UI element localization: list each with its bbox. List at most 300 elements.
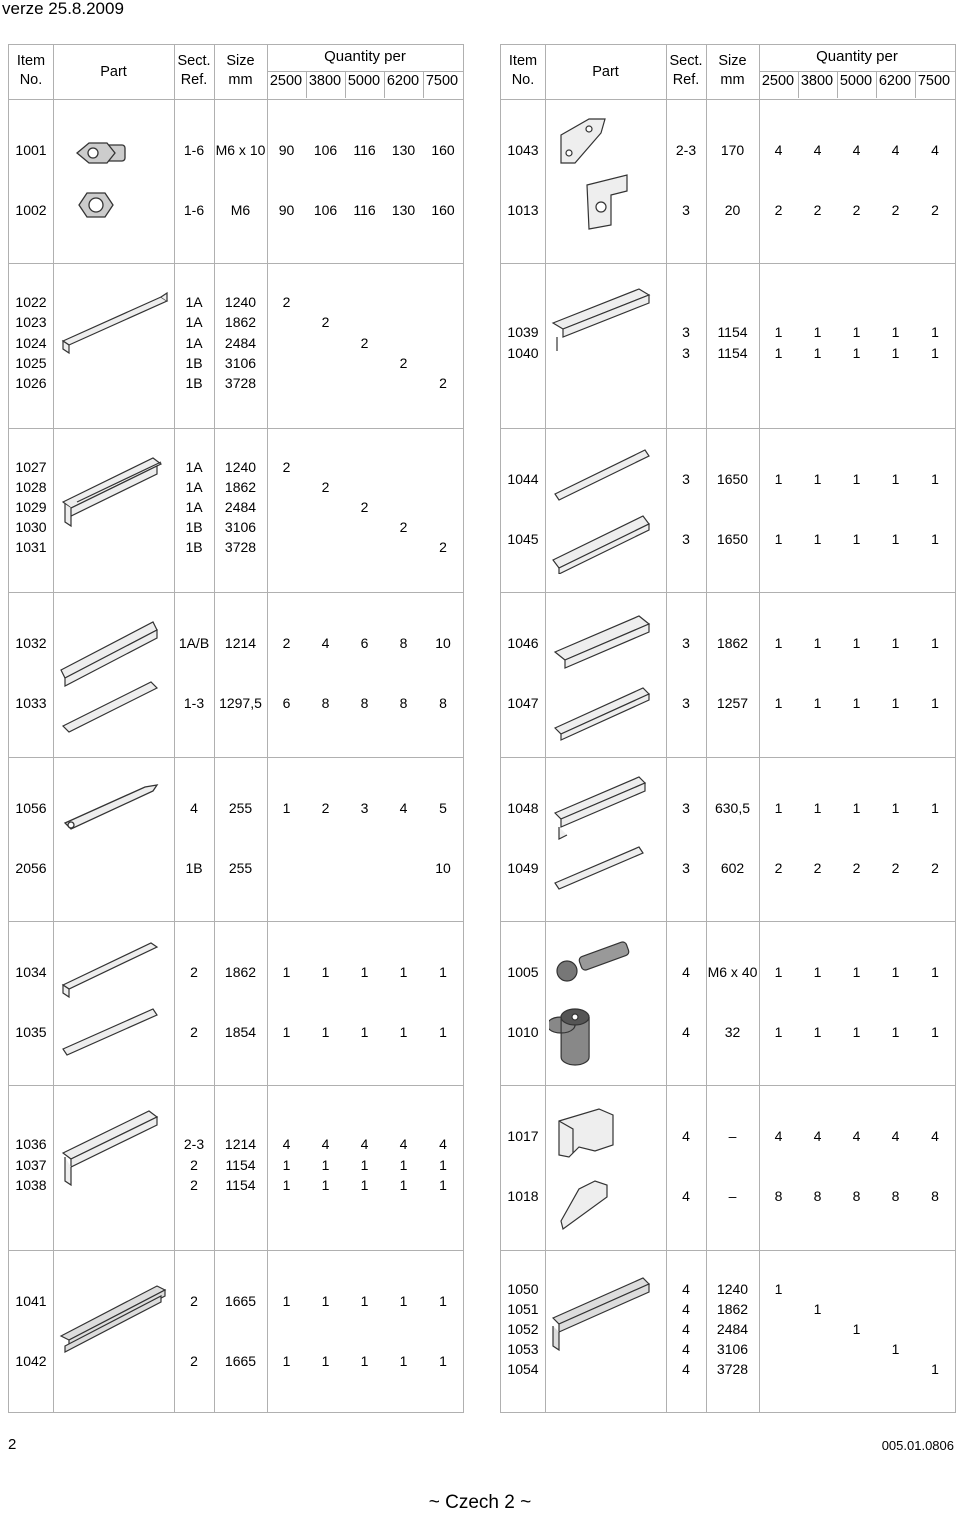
page-number: 2 — [8, 1436, 17, 1453]
header-sect-ref: Sect. Ref. — [177, 53, 211, 88]
sect-ref: 1A/B — [178, 635, 210, 652]
quantity-cell: 3 — [360, 799, 369, 816]
quantity-cell: 1 — [282, 1156, 291, 1173]
size-mm: 3106 — [716, 1341, 749, 1358]
part-illustration — [57, 1101, 167, 1206]
sect-ref: 4 — [682, 1280, 690, 1297]
item-number: 1030 — [15, 519, 47, 536]
size-mm: – — [728, 1128, 737, 1145]
quantity-cell: 6 — [282, 695, 291, 712]
size-mm: 20 — [724, 202, 741, 218]
header-divider — [759, 71, 955, 72]
part-illustration — [549, 444, 659, 579]
sect-ref: 2 — [190, 1176, 198, 1193]
sect-ref: 1A — [185, 458, 203, 475]
item-number: 1032 — [15, 635, 47, 652]
size-mm: 1154 — [717, 344, 748, 361]
part-illustration — [57, 444, 177, 539]
quantity-cell: 1 — [321, 964, 330, 980]
group-separator — [501, 592, 955, 593]
size-mm: 1154 — [225, 1156, 256, 1173]
size-mm: 1257 — [716, 695, 749, 712]
size-mm: 630,5 — [714, 799, 751, 816]
item-number: 1023 — [15, 314, 47, 331]
header-part: Part — [100, 64, 127, 80]
quantity-cell: 2 — [399, 519, 408, 536]
quantity-cell: 2 — [852, 859, 861, 876]
size-mm: 1665 — [224, 1352, 257, 1369]
item-number: 1013 — [507, 202, 539, 218]
sect-ref: 2 — [190, 1024, 198, 1040]
size-mm: 1862 — [716, 635, 749, 652]
header-qty-col: 5000 — [347, 73, 381, 89]
part-illustration — [549, 1101, 649, 1246]
quantity-cell: 1 — [321, 1156, 330, 1173]
quantity-cell: 8 — [399, 695, 408, 712]
group-separator — [9, 1250, 463, 1251]
quantity-cell: 1 — [852, 344, 861, 361]
quantity-cell: 1 — [399, 1176, 408, 1193]
quantity-cell: 1 — [774, 635, 783, 652]
header-sect-ref: Sect. Ref. — [669, 53, 703, 88]
group-separator — [9, 757, 463, 758]
item-number: 1029 — [15, 498, 47, 515]
quantity-cell: 1 — [931, 1361, 939, 1378]
sect-ref: 4 — [682, 1300, 690, 1317]
group-separator — [9, 1085, 463, 1086]
item-number: 1025 — [15, 354, 47, 371]
group-separator — [501, 1250, 955, 1251]
size-mm: – — [728, 1188, 737, 1205]
quantity-cell: 4 — [852, 142, 861, 158]
document-code: 005.01.0806 — [881, 1438, 954, 1453]
item-number: 1051 — [507, 1300, 539, 1317]
sect-ref: 2 — [190, 964, 198, 980]
quantity-cell: 1 — [399, 964, 408, 980]
quantity-cell: 1 — [931, 324, 939, 341]
quantity-cell: 1 — [282, 799, 291, 816]
size-mm: 1665 — [224, 1292, 257, 1309]
quantity-cell: 2 — [399, 354, 408, 371]
item-number: 1043 — [507, 142, 539, 158]
size-mm: 1862 — [716, 1300, 749, 1317]
header-item-no: Item No. — [508, 53, 538, 88]
quantity-cell: 1 — [399, 1292, 408, 1309]
quantity-cell: 1 — [360, 1176, 369, 1193]
sect-ref: 4 — [682, 1341, 690, 1358]
item-number: 1044 — [507, 470, 539, 487]
size-mm: 1240 — [716, 1280, 749, 1297]
size-mm: 2484 — [716, 1320, 749, 1337]
size-mm: 1297,5 — [219, 695, 262, 712]
part-illustration — [57, 115, 167, 240]
sect-ref: 4 — [682, 964, 690, 980]
table-header — [9, 45, 463, 100]
quantity-cell: 1 — [774, 695, 783, 712]
part-illustration — [549, 279, 659, 364]
sect-ref: 3 — [682, 324, 690, 341]
quantity-cell: 4 — [360, 1136, 369, 1153]
size-mm: M6 x 40 — [707, 964, 758, 980]
item-number: 1046 — [507, 635, 539, 652]
quantity-cell: 2 — [282, 294, 291, 311]
quantity-cell: 1 — [852, 1024, 861, 1040]
quantity-cell: 2 — [360, 334, 369, 351]
column-divider — [666, 99, 667, 1412]
item-number: 1031 — [15, 539, 47, 556]
quantity-cell: 4 — [813, 142, 822, 158]
quantity-cell: 4 — [321, 1136, 330, 1153]
size-mm: 1154 — [717, 324, 748, 341]
quantity-cell: 1 — [774, 530, 783, 547]
quantity-cell: 4 — [891, 142, 900, 158]
quantity-cell: 1 — [891, 964, 900, 980]
quantity-cell: 1 — [439, 1352, 447, 1369]
sect-ref: 4 — [682, 1024, 690, 1040]
size-mm: 3728 — [224, 539, 257, 556]
language-page-label: ~ Czech 2 ~ — [428, 1492, 532, 1513]
sect-ref: 2 — [190, 1292, 198, 1309]
part-illustration — [549, 937, 639, 1072]
quantity-cell: 1 — [813, 635, 822, 652]
quantity-cell: 160 — [431, 142, 455, 158]
column-divider — [706, 99, 707, 1412]
item-number: 1001 — [15, 142, 47, 158]
quantity-cell: 10 — [435, 859, 451, 876]
quantity-cell: 1 — [321, 1176, 330, 1193]
group-separator — [501, 757, 955, 758]
quantity-cell: 4 — [774, 1128, 783, 1145]
quantity-cell: 106 — [313, 142, 338, 158]
sect-ref: 4 — [682, 1320, 690, 1337]
item-number: 1052 — [507, 1320, 539, 1337]
quantity-cell: 2 — [321, 478, 330, 495]
sect-ref: 1A — [185, 294, 203, 311]
quantity-cell: 1 — [774, 1024, 783, 1040]
item-number: 1038 — [15, 1176, 47, 1193]
quantity-cell: 2 — [282, 635, 291, 652]
item-number: 1048 — [507, 799, 539, 816]
sect-ref: 1A — [185, 498, 203, 515]
size-mm: 1650 — [716, 530, 749, 547]
quantity-cell: 1 — [282, 964, 291, 980]
size-mm: 32 — [724, 1024, 741, 1040]
quantity-cell: 4 — [399, 799, 408, 816]
item-number: 1045 — [507, 530, 539, 547]
quantity-cell: 4 — [813, 1128, 822, 1145]
quantity-cell: 2 — [931, 202, 939, 218]
quantity-cell: 1 — [852, 530, 861, 547]
size-mm: 1854 — [224, 1024, 257, 1040]
quantity-cell: 1 — [360, 964, 369, 980]
quantity-cell: 2 — [439, 539, 447, 556]
size-mm: 3728 — [224, 374, 257, 391]
item-number: 1042 — [15, 1352, 47, 1369]
part-illustration — [549, 773, 659, 898]
header-qty-col: 6200 — [878, 73, 912, 89]
quantity-cell: 1 — [774, 324, 783, 341]
size-mm: 1214 — [224, 635, 257, 652]
sect-ref: 1A — [185, 314, 203, 331]
header-size: Size mm — [226, 53, 255, 88]
quantity-cell: 5 — [439, 799, 447, 816]
sect-ref: 3 — [682, 859, 690, 876]
header-qty-col: 5000 — [839, 73, 873, 89]
sect-ref: 3 — [682, 530, 690, 547]
sect-ref: 1-6 — [183, 202, 205, 218]
quantity-cell: 4 — [282, 1136, 291, 1153]
header-qty-col: 6200 — [386, 73, 420, 89]
quantity-cell: 90 — [278, 202, 295, 218]
quantity-cell: 90 — [278, 142, 295, 158]
quantity-cell: 1 — [931, 344, 939, 361]
quantity-cell: 1 — [399, 1352, 408, 1369]
quantity-cell: 1 — [774, 799, 783, 816]
quantity-cell: 1 — [282, 1352, 291, 1369]
quantity-cell: 4 — [399, 1136, 408, 1153]
size-mm: 1214 — [224, 1136, 257, 1153]
quantity-cell: 4 — [931, 142, 939, 158]
quantity-cell: 130 — [391, 142, 416, 158]
sect-ref: 4 — [682, 1188, 690, 1205]
quantity-cell: 2 — [891, 202, 900, 218]
sect-ref: 2-3 — [183, 1136, 205, 1153]
quantity-cell: 1 — [360, 1352, 369, 1369]
quantity-cell: 1 — [439, 1024, 447, 1040]
quantity-cell: 1 — [282, 1024, 291, 1040]
quantity-cell: 1 — [321, 1352, 330, 1369]
quantity-cell: 1 — [774, 344, 783, 361]
quantity-cell: 2 — [439, 374, 447, 391]
table-header — [501, 45, 955, 100]
sect-ref: 1A — [185, 334, 203, 351]
quantity-cell: 8 — [360, 695, 369, 712]
size-mm: 1240 — [224, 458, 257, 475]
quantity-cell: 1 — [852, 799, 861, 816]
size-mm: M6 — [230, 202, 251, 218]
sect-ref: 1B — [185, 859, 203, 876]
column-divider — [759, 99, 760, 1412]
quantity-cell: 1 — [774, 1280, 783, 1297]
size-mm: 1154 — [225, 1176, 256, 1193]
quantity-cell: 1 — [321, 1292, 330, 1309]
quantity-cell: 1 — [852, 1320, 861, 1337]
header-qty-col: 2500 — [269, 73, 303, 89]
quantity-cell: 4 — [891, 1128, 900, 1145]
header-qty-col: 3800 — [800, 73, 834, 89]
item-number: 1010 — [507, 1024, 539, 1040]
header-quantity-per: Quantity per — [816, 48, 898, 65]
sect-ref: 1-3 — [183, 695, 205, 712]
item-number: 1054 — [507, 1361, 539, 1378]
item-number: 1024 — [15, 334, 47, 351]
item-number: 1002 — [15, 202, 47, 218]
item-number: 1041 — [15, 1292, 47, 1309]
header-item-no: Item No. — [16, 53, 46, 88]
item-number: 1028 — [15, 478, 47, 495]
quantity-cell: 1 — [321, 1024, 330, 1040]
quantity-cell: 1 — [891, 470, 900, 487]
item-number: 1049 — [507, 859, 539, 876]
column-divider — [545, 99, 546, 1412]
header-qty-col: 2500 — [761, 73, 795, 89]
quantity-cell: 1 — [360, 1024, 369, 1040]
quantity-cell: 4 — [439, 1136, 447, 1153]
sect-ref: 2-3 — [675, 142, 697, 158]
group-separator — [501, 263, 955, 264]
quantity-cell: 1 — [931, 470, 939, 487]
quantity-cell: 1 — [852, 324, 861, 341]
quantity-cell: 2 — [813, 859, 822, 876]
quantity-cell: 4 — [321, 635, 330, 652]
quantity-cell: 1 — [891, 635, 900, 652]
group-separator — [501, 1085, 955, 1086]
sect-ref: 3 — [682, 799, 690, 816]
quantity-cell: 4 — [931, 1128, 939, 1145]
quantity-cell: 10 — [435, 635, 451, 652]
item-number: 1039 — [507, 324, 539, 341]
quantity-cell: 2 — [360, 498, 369, 515]
quantity-cell: 1 — [891, 530, 900, 547]
sect-ref: 2 — [190, 1352, 198, 1369]
part-illustration — [549, 1266, 659, 1381]
quantity-cell: 1 — [399, 1156, 408, 1173]
size-mm: 3728 — [716, 1361, 749, 1378]
header-qty-col: 7500 — [917, 73, 951, 89]
quantity-cell: 1 — [813, 470, 822, 487]
quantity-cell: 2 — [774, 202, 783, 218]
group-separator — [9, 263, 463, 264]
part-illustration — [57, 279, 177, 364]
header-size: Size mm — [718, 53, 747, 88]
part-illustration — [549, 608, 659, 753]
quantity-cell: 2 — [282, 458, 291, 475]
quantity-cell: 8 — [931, 1188, 939, 1205]
size-mm: 255 — [228, 859, 253, 876]
group-separator — [9, 921, 463, 922]
quantity-cell: 8 — [321, 695, 330, 712]
item-number: 1026 — [15, 374, 47, 391]
quantity-cell: 6 — [360, 635, 369, 652]
sect-ref: 4 — [682, 1128, 690, 1145]
group-separator — [501, 921, 955, 922]
quantity-cell: 1 — [439, 1176, 447, 1193]
quantity-cell: 1 — [813, 1024, 822, 1040]
size-mm: 2484 — [224, 334, 257, 351]
item-number: 1053 — [507, 1341, 539, 1358]
size-mm: 2484 — [224, 498, 257, 515]
item-number: 1027 — [15, 458, 47, 475]
group-separator — [501, 428, 955, 429]
quantity-cell: 116 — [353, 202, 376, 218]
size-mm: 1240 — [224, 294, 257, 311]
quantity-cell: 1 — [813, 324, 822, 341]
item-number: 1036 — [15, 1136, 47, 1153]
item-number: 1033 — [15, 695, 47, 712]
quantity-cell: 4 — [774, 142, 783, 158]
size-mm: 3106 — [224, 354, 257, 371]
version-label: verze 25.8.2009 — [2, 0, 124, 18]
quantity-cell: 1 — [813, 1300, 822, 1317]
group-separator — [9, 428, 463, 429]
quantity-cell: 1 — [891, 1341, 900, 1358]
part-illustration — [57, 937, 167, 1062]
quantity-cell: 1 — [891, 344, 900, 361]
quantity-cell: 8 — [852, 1188, 861, 1205]
item-number: 1034 — [15, 964, 47, 980]
quantity-cell: 1 — [360, 1292, 369, 1309]
quantity-cell: 2 — [852, 202, 861, 218]
quantity-cell: 1 — [439, 1292, 447, 1309]
header-part: Part — [592, 64, 619, 80]
part-illustration — [57, 608, 167, 743]
quantity-cell: 1 — [931, 695, 939, 712]
part-illustration — [57, 1266, 177, 1371]
sect-ref: 3 — [682, 470, 690, 487]
sect-ref: 1B — [185, 519, 203, 536]
sect-ref: 3 — [682, 635, 690, 652]
parts-table-right — [500, 44, 956, 1413]
header-qty-col: 3800 — [308, 73, 342, 89]
column-divider — [53, 99, 54, 1412]
quantity-cell: 1 — [282, 1292, 291, 1309]
quantity-cell: 1 — [282, 1176, 291, 1193]
quantity-cell: 1 — [813, 530, 822, 547]
quantity-cell: 2 — [321, 314, 330, 331]
part-illustration — [549, 115, 639, 250]
item-number: 1017 — [507, 1128, 539, 1145]
quantity-cell: 160 — [431, 202, 455, 218]
sect-ref: 2 — [190, 1156, 198, 1173]
quantity-cell: 4 — [852, 1128, 861, 1145]
quantity-cell: 2 — [891, 859, 900, 876]
item-number: 1050 — [507, 1280, 539, 1297]
size-mm: 3106 — [224, 519, 257, 536]
size-mm: 602 — [720, 859, 745, 876]
item-number: 1035 — [15, 1024, 47, 1040]
sect-ref: 3 — [682, 202, 690, 218]
item-number: 1056 — [15, 799, 47, 816]
quantity-cell: 1 — [931, 1024, 939, 1040]
quantity-cell: 8 — [439, 695, 447, 712]
size-mm: 170 — [720, 142, 745, 158]
item-number: 1040 — [507, 344, 539, 361]
quantity-cell: 130 — [391, 202, 416, 218]
sect-ref: 3 — [682, 344, 690, 361]
quantity-cell: 1 — [439, 1156, 447, 1173]
quantity-cell: 1 — [891, 1024, 900, 1040]
header-divider — [267, 71, 463, 72]
quantity-cell: 1 — [360, 1156, 369, 1173]
size-mm: 255 — [228, 799, 253, 816]
quantity-cell: 2 — [774, 859, 783, 876]
sect-ref: 4 — [682, 1361, 690, 1378]
quantity-cell: 1 — [813, 964, 822, 980]
quantity-cell: 1 — [852, 695, 861, 712]
quantity-cell: 2 — [813, 202, 822, 218]
size-mm: 1862 — [224, 478, 257, 495]
quantity-cell: 1 — [931, 635, 939, 652]
sect-ref: 1B — [185, 374, 203, 391]
sect-ref: 4 — [190, 799, 198, 816]
quantity-cell: 8 — [774, 1188, 783, 1205]
item-number: 1022 — [15, 294, 47, 311]
quantity-cell: 1 — [852, 635, 861, 652]
group-separator — [9, 592, 463, 593]
sect-ref: 1B — [185, 354, 203, 371]
size-mm: 1862 — [224, 314, 257, 331]
quantity-cell: 1 — [852, 470, 861, 487]
